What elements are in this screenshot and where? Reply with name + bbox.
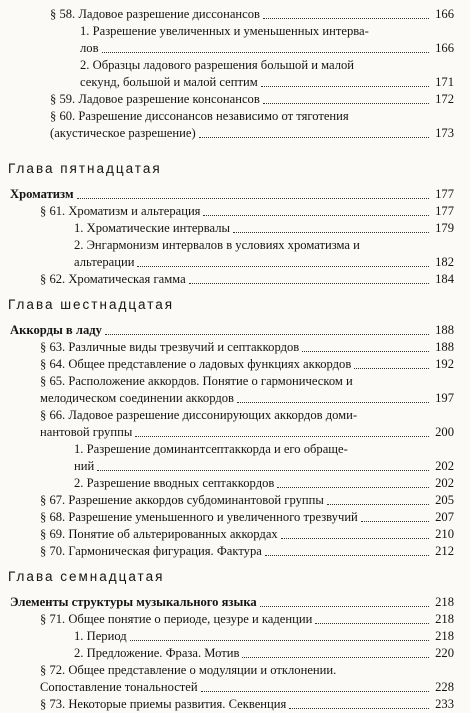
toc-entry-title-line: § 63. Различные виды трезвучий и септаккордов [40, 340, 300, 354]
toc-entry-title-line: § 59. Ладовое разрешение консонансов [50, 92, 260, 106]
toc-entry-title-line: альтерации [74, 255, 135, 269]
toc-entry-title-line: Сопоставление тональностей [40, 680, 198, 694]
chapter-heading: Глава шестнадцатая [8, 297, 175, 312]
page-number: 188 [435, 323, 454, 337]
page-number: 172 [435, 92, 454, 106]
toc-entry[interactable] [40, 611, 454, 628]
toc-entry[interactable] [40, 526, 454, 543]
toc-entry-title-line: § 61. Хроматизм и альтерация [40, 204, 201, 218]
leader-dots [277, 487, 429, 488]
leader-dots [260, 606, 429, 607]
page-number: 202 [435, 459, 454, 473]
leader-dots [135, 436, 429, 437]
leader-dots [315, 623, 429, 624]
toc-entry-title-line: § 62. Хроматическая гамма [40, 272, 186, 286]
leader-dots [203, 215, 429, 216]
leader-dots [289, 708, 429, 709]
page-number: 228 [435, 680, 454, 694]
page-number: 166 [435, 41, 454, 55]
toc-entry[interactable] [74, 475, 454, 492]
page-number: 188 [435, 340, 454, 354]
page-number: 166 [435, 7, 454, 21]
toc-entry[interactable] [80, 23, 454, 57]
toc-entry-title-line: Хроматизм [10, 187, 74, 201]
page-number: 200 [435, 425, 454, 439]
toc-entry[interactable] [40, 543, 454, 560]
page-number: 184 [435, 272, 454, 286]
leader-dots [263, 103, 429, 104]
leader-dots [233, 232, 429, 233]
toc-entry[interactable] [50, 108, 454, 142]
toc-entry[interactable] [40, 339, 454, 356]
page-number: 177 [435, 187, 454, 201]
page-number: 218 [435, 595, 454, 609]
toc-entry[interactable] [50, 91, 454, 108]
toc-entry[interactable] [40, 373, 454, 407]
page-number: 210 [435, 527, 454, 541]
toc-entry-title-line: ний [74, 459, 95, 473]
leader-dots [281, 538, 429, 539]
toc-entry-title-line: § 66. Ладовое разрешение диссонирующих аккордов доми- [40, 408, 358, 422]
toc-entry-title-line: 1. Разрешение увеличенных и уменьшенных интерва- [80, 24, 369, 38]
toc-entry-title-line: § 73. Некоторые приемы развития. Секвенция [40, 697, 287, 711]
page-number: 182 [435, 255, 454, 269]
toc-entry-title-line: § 65. Расположение аккордов. Понятие о гармоническом и [40, 374, 353, 388]
toc-entry[interactable] [10, 186, 454, 203]
toc-entry[interactable] [74, 220, 454, 237]
page-number: 220 [435, 646, 454, 660]
toc-entry[interactable] [74, 628, 454, 645]
page-number: 218 [435, 629, 454, 643]
leader-dots [189, 283, 429, 284]
page-number: 212 [435, 544, 454, 558]
page-number: 197 [435, 391, 454, 405]
page-number: 218 [435, 612, 454, 626]
leader-dots [361, 521, 429, 522]
toc-entry-title-line: § 67. Разрешение аккордов субдоминантовой группы [40, 493, 324, 507]
toc-entry[interactable] [74, 237, 454, 271]
toc-entry-title-line: § 64. Общее представление о ладовых функциях аккордов [40, 357, 352, 371]
toc-entry[interactable] [74, 645, 454, 662]
toc-entry[interactable] [40, 492, 454, 509]
toc-entry[interactable] [50, 6, 454, 23]
page-number: 233 [435, 697, 454, 711]
leader-dots [105, 334, 429, 335]
toc-entry-title-line: Аккорды в ладу [10, 323, 102, 337]
leader-dots [265, 555, 429, 556]
toc-entry[interactable] [40, 203, 454, 220]
page-number: 171 [435, 75, 454, 89]
toc-entry[interactable] [40, 271, 454, 288]
leader-dots [261, 86, 429, 87]
toc-entry-title-line: (акустическое разрешение) [50, 126, 196, 140]
toc-entry-title-line: 2. Энгармонизм интервалов в условиях хроматизма и [74, 238, 360, 252]
toc-entry-title-line: мелодическом соединении аккордов [40, 391, 234, 405]
chapter-heading: Глава семнадцатая [8, 569, 165, 584]
leader-dots [201, 691, 429, 692]
leader-dots [102, 52, 429, 53]
page-number: 205 [435, 493, 454, 507]
toc-entry-title-line: 1. Период [74, 629, 127, 643]
toc-entry[interactable] [74, 441, 454, 475]
toc-entry-title-line: лов [80, 41, 99, 55]
toc-entry[interactable] [40, 662, 454, 696]
chapter-heading: Глава пятнадцатая [8, 161, 162, 176]
toc-entry[interactable] [40, 509, 454, 526]
toc-entry-title-line: 2. Разрешение вводных септаккордов [74, 476, 275, 490]
toc-entry-title-line: секунд, большой и малой септим [80, 75, 258, 89]
toc-entry[interactable] [40, 407, 454, 441]
toc-entry[interactable] [80, 57, 454, 91]
toc-entry[interactable] [10, 322, 454, 339]
toc-entry-title-line: § 71. Общее понятие о периоде, цезуре и каденции [40, 612, 313, 626]
leader-dots [130, 640, 429, 641]
toc-entry-title-line: § 60. Разрешение диссонансов независимо от тяготения [50, 109, 349, 123]
page-number: 179 [435, 221, 454, 235]
leader-dots [237, 402, 429, 403]
page-number: 192 [435, 357, 454, 371]
toc-entry-title-line: нантовой группы [40, 425, 133, 439]
leader-dots [137, 266, 429, 267]
toc-entry-title-line: § 70. Гармоническая фигурация. Фактура [40, 544, 262, 558]
toc-entry-title-line: § 68. Разрешение уменьшенного и увеличенного трезвучий [40, 510, 358, 524]
page-number: 177 [435, 204, 454, 218]
toc-entry-title-line: 1. Разрешение доминантсептаккорда и его обраще- [74, 442, 348, 456]
toc-entry-title-line: 2. Образцы ладового разрешения большой и малой [80, 58, 355, 72]
leader-dots [327, 504, 429, 505]
toc-entry-title-line: 2. Предложение. Фраза. Мотив [74, 646, 240, 660]
toc-entry[interactable] [10, 594, 454, 611]
toc-entry[interactable] [40, 696, 454, 713]
toc-entry-title-line: Элементы структуры музыкального языка [10, 595, 257, 609]
leader-dots [77, 198, 429, 199]
page-number: 207 [435, 510, 454, 524]
page-number: 173 [435, 126, 454, 140]
leader-dots [199, 137, 429, 138]
leader-dots [354, 368, 429, 369]
leader-dots [97, 470, 429, 471]
toc-entry-title-line: § 58. Ладовое разрешение диссонансов [50, 7, 260, 21]
page-number: 202 [435, 476, 454, 490]
toc-entry-title-line: § 69. Понятие об альтерированных аккордах [40, 527, 278, 541]
toc-entry-title-line: § 72. Общее представление о модуляции и отклонении. [40, 663, 337, 677]
leader-dots [242, 657, 429, 658]
leader-dots [302, 351, 429, 352]
leader-dots [263, 18, 429, 19]
toc-entry[interactable] [40, 356, 454, 373]
toc-entry-title-line: 1. Хроматические интервалы [74, 221, 230, 235]
